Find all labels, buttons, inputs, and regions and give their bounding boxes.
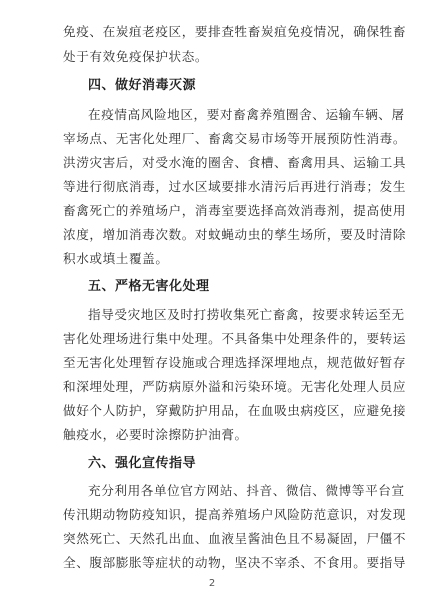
paragraph-line: 在疫情高风险地区，要对畜禽养殖圈舍、运输车辆、屠 xyxy=(88,107,405,122)
page-number: 2 xyxy=(208,578,216,589)
paragraph-line: 积水或填土覆盖。 xyxy=(63,251,169,266)
section-heading: 四、做好消毒灭源 xyxy=(88,78,197,93)
paragraph-line: 免疫、在炭疽老疫区，要排查牲畜炭疽免疫情况，确保牲畜 xyxy=(63,24,407,39)
paragraph-line: 洪涝灾害后，对受水淹的圈舍、食槽、畜禽用具、运输工具 xyxy=(63,155,407,170)
paragraph-line: 处于有效免疫保护状态。 xyxy=(63,49,209,64)
paragraph-line: 害化处理场进行集中处理。不具备集中处理条件的，要转运 xyxy=(63,331,407,346)
paragraph-line: 触疫水，必要时涂擦防护油膏。 xyxy=(63,427,248,442)
paragraph-line: 浓度，增加消毒次数。对蚊蝇动虫的孳生场所，要及时清除 xyxy=(63,227,407,242)
section-heading: 五、严格无害化处理 xyxy=(88,279,210,294)
paragraph-line: 突然死亡、天然孔出血、血液呈酱油色且不易凝固，尸僵不 xyxy=(63,531,407,546)
paragraph-line: 畜禽死亡的养殖场户，消毒室要选择高效消毒剂，提高使用 xyxy=(63,203,407,218)
paragraph-line: 等进行彻底消毒，过水区域要排水清污后再进行消毒；发生 xyxy=(63,179,407,194)
paragraph-line: 全、腹部膨胀等症状的动物，坚决不宰杀、不食用。要指导 xyxy=(63,555,407,570)
section-heading: 六、强化宣传指导 xyxy=(88,456,197,471)
paragraph-line: 指导受灾地区及时打捞收集死亡畜禽，按要求转运至无 xyxy=(88,307,405,322)
paragraph-line: 宰场点、无害化处理厂、畜禽交易市场等开展预防性消毒。 xyxy=(63,131,407,146)
paragraph-line: 充分利用各单位官方网站、抖音、微信、微博等平台宣 xyxy=(88,483,405,498)
paragraph-line: 传汛期动物防疫知识，提高养殖场户风险防范意识，对发现 xyxy=(63,507,407,522)
paragraph-line: 至无害化处理暂存设施或合理选择深埋地点，规范做好暂存 xyxy=(63,355,407,370)
paragraph-line: 和深埋处理，严防病原外溢和污染环境。无害化处理人员应 xyxy=(63,379,407,394)
paragraph-line: 做好个人防护，穿戴防护用品，在血吸虫病疫区，应避免接 xyxy=(63,403,407,418)
